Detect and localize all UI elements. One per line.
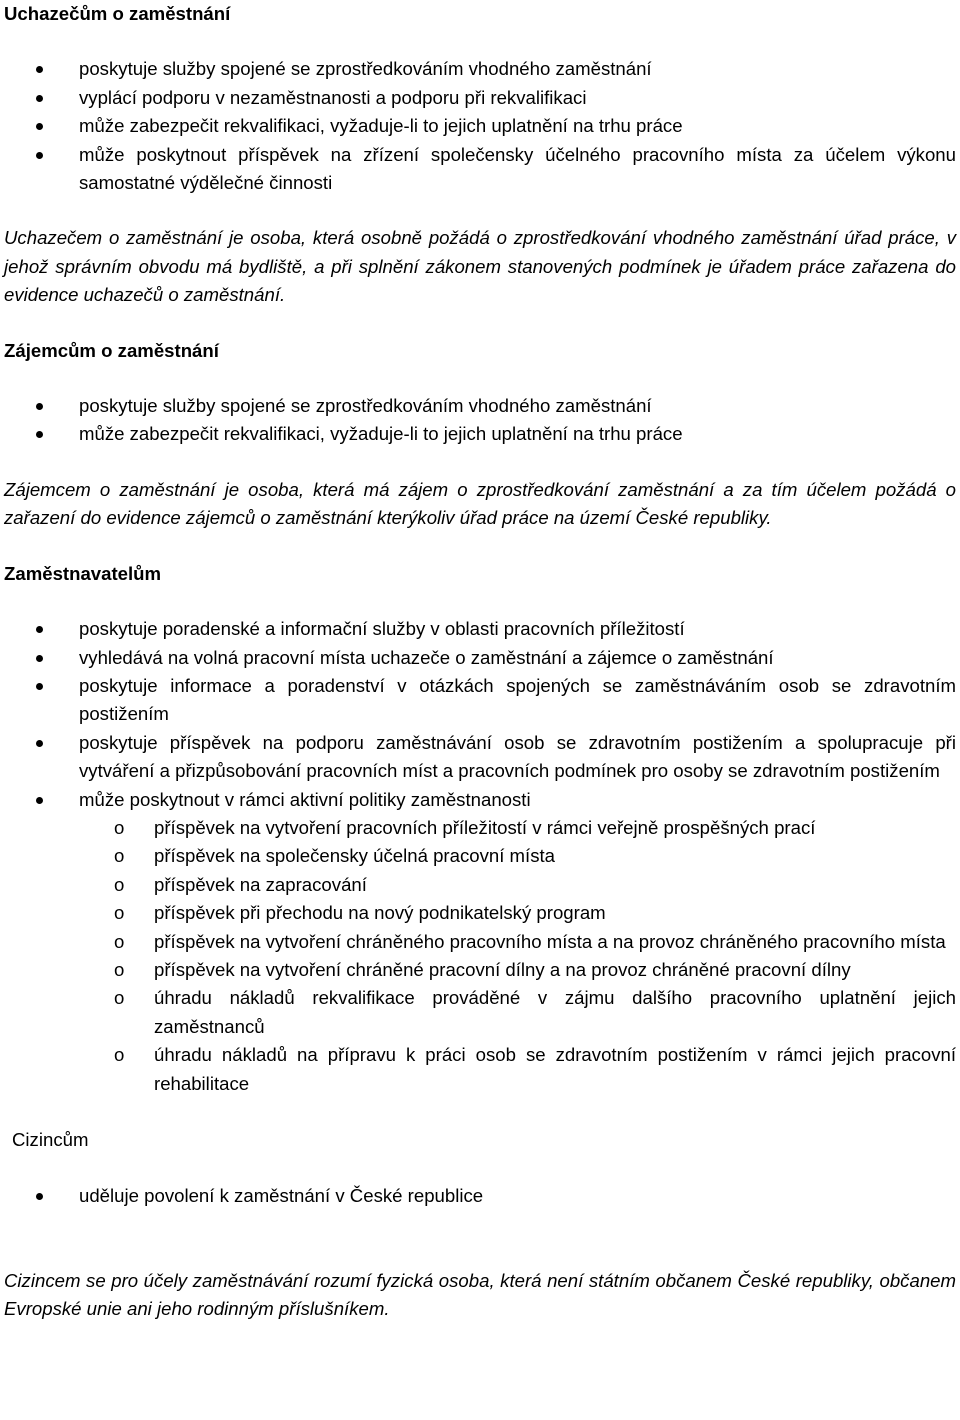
bullet-icon <box>36 740 43 747</box>
bullet-icon <box>36 797 43 804</box>
circle-bullet-icon: o <box>114 958 125 980</box>
list-cizincum <box>4 1182 956 1210</box>
bullet-icon <box>36 95 43 102</box>
heading-uchazecum: Uchazečům o zaměstnání <box>4 3 231 24</box>
sub-list-item: o úhradu nákladů rekvalifikace prováděné v zájmu dalšího pracovního uplatnění jejich zaměstnanců <box>4 984 956 1041</box>
sub-list-item: o úhradu nákladů na přípravu k práci osob se zdravotním postižením v rámci jejich pracovní rehabilitace <box>4 1041 956 1098</box>
bullet-icon <box>36 123 43 130</box>
sub-list-item: o příspěvek na vytvoření chráněné pracovní dílny a na provoz chráněné pracovní dílny <box>4 956 956 984</box>
list-item: může zabezpečit rekvalifikaci, vyžaduje-li to jejich uplatnění na trhu práce <box>4 420 956 448</box>
bullet-icon <box>36 431 43 438</box>
list-item: uděluje povolení k zaměstnání v České republice <box>4 1182 956 1210</box>
circle-bullet-icon: o <box>114 845 125 867</box>
list-item: může zabezpečit rekvalifikaci, vyžaduje-li to jejich uplatnění na trhu práce <box>4 112 956 140</box>
list-item: poskytuje poradenské a informační služby v oblasti pracovních příležitostí <box>4 615 956 643</box>
circle-bullet-icon: o <box>114 816 125 838</box>
list-item: může poskytnout příspěvek na zřízení společensky účelného pracovního místa za účelem výkonu samostatné výdělečné činnosti <box>4 141 956 198</box>
list-zajemcum <box>4 392 956 449</box>
circle-bullet-icon: o <box>114 873 125 895</box>
list-item: vyhledává na volná pracovní místa uchazeče o zaměstnání a zájemce o zaměstnání <box>4 644 956 672</box>
document <box>4 0 956 1324</box>
list-item: poskytuje informace a poradenství v otázkách spojených se zaměstnáváním osob se zdravotním postižením <box>4 672 956 729</box>
list-item: může poskytnout v rámci aktivní politiky zaměstnanosti o příspěvek na vytvoření pracovních příležitostí v rámci veřejně prospěšných prací o příspěvek na společensky účelná pracovní místa o příspěvek na zapracování o příspěvek při přechodu na nový podnikatelský program o příspěvek na vytvoření chráněného pracovního místa a na provoz chráněného pracovního místa o příspěvek na vytvoření chráněné pracovní dílny a na provoz chráněné pracovní dílny o úhradu nákladů rekvalifikace prováděné v zájmu dalšího pracovního uplatnění jejich zaměstnanců o úhradu nákladů na přípravu k práci osob se zdravotním postižením v rámci jejich pracovní rehabilitace <box>4 786 956 1098</box>
sub-list-item: o příspěvek při přechodu na nový podnikatelský program <box>4 899 956 927</box>
circle-bullet-icon: o <box>114 987 125 1009</box>
list-item: vyplácí podporu v nezaměstnanosti a podporu při rekvalifikaci <box>4 84 956 112</box>
list-uchazecum <box>4 55 956 197</box>
bullet-icon <box>36 403 43 410</box>
heading-zajemcum: Zájemcům o zaměstnání <box>4 339 219 361</box>
circle-bullet-icon: o <box>114 1044 125 1066</box>
sublist-aktivni-politika <box>4 814 956 1098</box>
circle-bullet-icon: o <box>114 930 125 952</box>
sub-list-item: o příspěvek na zapracování <box>4 871 956 899</box>
bullet-icon <box>36 683 43 690</box>
sub-list-item: o příspěvek na společensky účelná pracovní místa <box>4 842 956 870</box>
list-item: poskytuje příspěvek na podporu zaměstnávání osob se zdravotním postižením a spolupracuje při vytváření a přizpůsobování pracovních míst a pracovních podmínek pro osoby se zdravotním postižením <box>4 729 956 786</box>
list-zamestnavatelum <box>4 615 956 1098</box>
sub-list-item: o příspěvek na vytvoření chráněného pracovního místa a na provoz chráněného pracovního místa <box>4 928 956 956</box>
definition-uchazec: Uchazečem o zaměstnání je osoba, která osobně požádá o zprostředkování vhodného zaměstnání úřad práce, v jehož správním obvodu má bydliště, a při splnění zákonem stanovených podmínek je úřadem práce zařazena do evidence uchazečů o zaměstnání. <box>4 227 956 306</box>
sub-list-item: o příspěvek na vytvoření pracovních příležitostí v rámci veřejně prospěšných prací <box>4 814 956 842</box>
bullet-icon <box>36 152 43 159</box>
list-item: poskytuje služby spojené se zprostředkováním vhodného zaměstnání <box>4 55 956 83</box>
bullet-icon <box>36 66 43 73</box>
bullet-icon <box>36 1193 43 1200</box>
circle-bullet-icon: o <box>114 902 125 924</box>
bullet-icon <box>36 626 43 633</box>
list-item: poskytuje služby spojené se zprostředkováním vhodného zaměstnání <box>4 392 956 420</box>
heading-cizincum: Cizincům <box>12 1129 89 1150</box>
definition-cizinec: Cizincem se pro účely zaměstnávání rozumí fyzická osoba, která není státním občanem České republiky, občanem Evropské unie ani jeho rodinným příslušníkem. <box>4 1269 956 1320</box>
bullet-icon <box>36 655 43 662</box>
definition-zajemce: Zájemcem o zaměstnání je osoba, která má zájem o zprostředkování zaměstnání a za tím účelem požádá o zařazení do evidence zájemců o zaměstnání kterýkoliv úřad práce na území České republiky. <box>4 478 956 529</box>
heading-zamestnavatelum: Zaměstnavatelům <box>4 562 162 584</box>
